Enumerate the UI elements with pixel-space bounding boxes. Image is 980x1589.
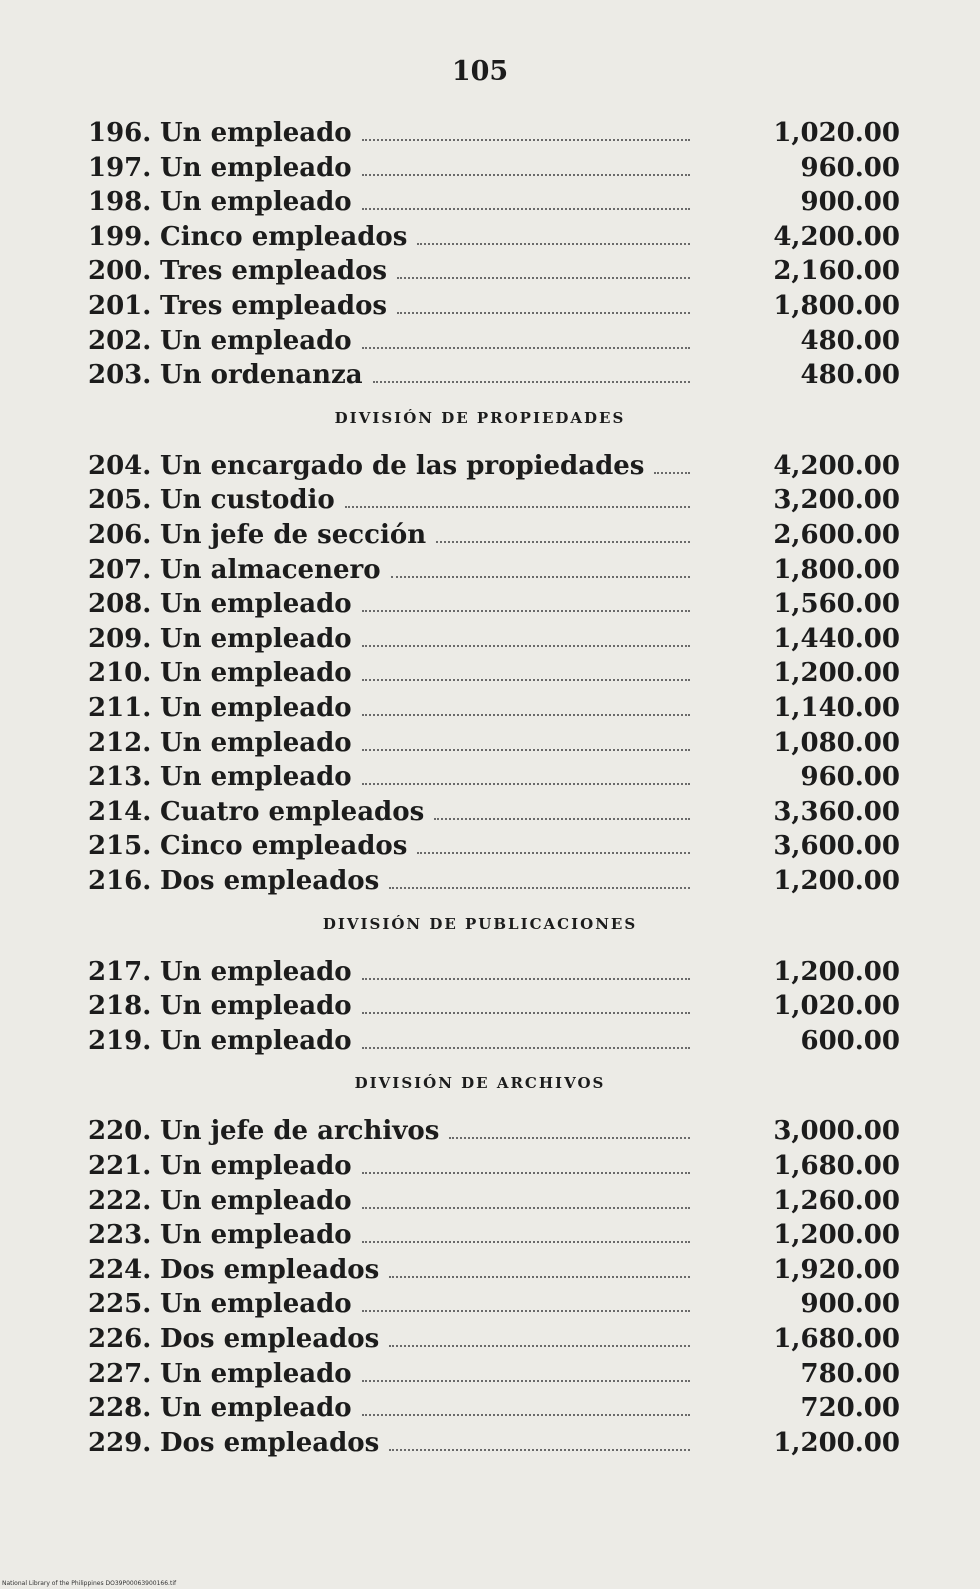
list-item <box>88 518 900 552</box>
item-number: 196. <box>88 118 152 148</box>
item-amount: 2,600.00 <box>773 520 900 550</box>
item-number: 216. <box>88 866 152 896</box>
item-description: Un empleado <box>160 727 352 758</box>
section-heading: DIVISIÓN DE ARCHIVOS <box>354 1074 606 1093</box>
item-description: Un empleado <box>160 1358 352 1389</box>
item-number: 206. <box>88 520 152 550</box>
item-amount: 1,020.00 <box>773 118 900 148</box>
item-number: 207. <box>88 554 152 585</box>
list-item <box>88 116 900 150</box>
dot-leader <box>362 749 690 751</box>
item-description: Un empleado <box>160 991 352 1022</box>
list-item <box>88 289 900 323</box>
item-description: Un empleado <box>160 693 352 723</box>
item-amount: 3,600.00 <box>773 831 900 862</box>
item-description: Un empleado <box>160 623 352 654</box>
item-number: 213. <box>88 762 152 793</box>
dot-leader <box>449 1137 690 1139</box>
page-number: 105 <box>451 56 509 87</box>
section-heading: DIVISIÓN DE PROPIEDADES <box>334 408 626 427</box>
item-amount: 600.00 <box>800 1025 900 1056</box>
list-item <box>88 955 900 989</box>
dot-leader <box>362 1172 690 1174</box>
item-amount: 1,200.00 <box>773 956 900 987</box>
item-number: 201. <box>88 291 152 321</box>
item-description: Cinco empleados <box>160 831 408 862</box>
dot-leader <box>436 541 690 543</box>
item-amount: 3,200.00 <box>773 485 900 516</box>
item-description: Dos empleados <box>160 1324 380 1354</box>
item-number: 198. <box>88 187 152 218</box>
list-item <box>88 989 900 1023</box>
dot-leader <box>362 1241 690 1243</box>
item-number: 225. <box>88 1289 152 1320</box>
item-description: Un almacenero <box>160 554 381 585</box>
item-amount: 960.00 <box>800 762 900 793</box>
item-amount: 1,020.00 <box>773 991 900 1022</box>
item-amount: 1,680.00 <box>773 1151 900 1181</box>
list-item <box>88 656 900 690</box>
item-amount: 900.00 <box>800 1289 900 1320</box>
item-number: 202. <box>88 325 152 356</box>
item-number: 200. <box>88 256 152 287</box>
item-description: Un empleado <box>160 658 352 689</box>
item-description: Tres empleados <box>160 291 388 321</box>
list-item <box>88 1357 900 1391</box>
item-number: 222. <box>88 1185 152 1216</box>
dot-leader <box>389 1449 690 1451</box>
item-description: Un empleado <box>160 1220 352 1251</box>
item-amount: 1,800.00 <box>773 554 900 585</box>
scan-footer: National Library of the Philippines DO39P00063900166.tif <box>2 1580 177 1587</box>
item-amount: 1,200.00 <box>773 1427 900 1458</box>
dot-leader <box>362 208 690 210</box>
list-item <box>88 1149 900 1183</box>
item-amount: 480.00 <box>800 360 900 391</box>
list-item <box>88 553 900 587</box>
item-number: 211. <box>88 693 152 723</box>
item-description: Cuatro empleados <box>160 796 425 827</box>
item-description: Un empleado <box>160 1185 352 1216</box>
item-amount: 3,000.00 <box>773 1116 900 1147</box>
item-description: Un jefe de sección <box>160 520 427 550</box>
item-number: 209. <box>88 623 152 654</box>
item-description: Un ordenanza <box>160 360 363 391</box>
dot-leader <box>362 679 690 681</box>
item-description: Dos empleados <box>160 866 380 896</box>
item-description: Un empleado <box>160 762 352 793</box>
dot-leader <box>397 277 690 279</box>
item-description: Un jefe de archivos <box>160 1116 440 1147</box>
dot-leader <box>362 1207 690 1209</box>
list-item <box>88 151 900 185</box>
item-description: Un empleado <box>160 1025 352 1056</box>
list-item <box>88 1391 900 1425</box>
list-item <box>88 483 900 517</box>
list-item <box>88 185 900 219</box>
item-description: Un empleado <box>160 118 352 148</box>
item-description: Dos empleados <box>160 1254 380 1285</box>
item-description: Un empleado <box>160 589 352 620</box>
dot-leader <box>362 139 690 141</box>
list-item <box>88 220 900 254</box>
dot-leader <box>362 1047 690 1049</box>
dot-leader <box>362 783 690 785</box>
item-amount: 480.00 <box>800 325 900 356</box>
dot-leader <box>362 1414 690 1416</box>
list-item <box>88 829 900 863</box>
list-item <box>88 760 900 794</box>
item-number: 218. <box>88 991 152 1022</box>
list-item <box>88 254 900 288</box>
item-number: 215. <box>88 831 152 862</box>
dot-leader <box>362 645 690 647</box>
item-number: 220. <box>88 1116 152 1147</box>
item-amount: 780.00 <box>800 1358 900 1389</box>
list-item <box>88 1184 900 1218</box>
item-amount: 1,680.00 <box>773 1324 900 1354</box>
dot-leader <box>362 978 690 980</box>
dot-leader <box>389 1345 690 1347</box>
dot-leader <box>362 347 690 349</box>
item-number: 204. <box>88 450 152 481</box>
item-amount: 720.00 <box>800 1393 900 1424</box>
item-description: Un empleado <box>160 325 352 356</box>
item-description: Dos empleados <box>160 1427 380 1458</box>
list-item <box>88 1024 900 1058</box>
list-item <box>88 449 900 483</box>
item-description: Un empleado <box>160 152 352 183</box>
item-amount: 900.00 <box>800 187 900 218</box>
item-amount: 1,080.00 <box>773 727 900 758</box>
dot-leader <box>389 1276 690 1278</box>
item-number: 217. <box>88 956 152 987</box>
item-description: Tres empleados <box>160 256 388 287</box>
item-description: Un empleado <box>160 956 352 987</box>
item-description: Un empleado <box>160 1151 352 1181</box>
item-description: Un empleado <box>160 1289 352 1320</box>
item-number: 212. <box>88 727 152 758</box>
dot-leader <box>362 610 690 612</box>
item-number: 208. <box>88 589 152 620</box>
item-number: 221. <box>88 1151 152 1181</box>
list-item <box>88 795 900 829</box>
item-amount: 1,920.00 <box>773 1254 900 1285</box>
item-description: Un custodio <box>160 485 335 516</box>
list-item <box>88 864 900 898</box>
list-item <box>88 1426 900 1460</box>
list-item <box>88 622 900 656</box>
item-description: Un encargado de las propiedades <box>160 450 645 481</box>
item-description: Un empleado <box>160 187 352 218</box>
dot-leader <box>397 312 690 314</box>
dot-leader <box>362 174 690 176</box>
list-item <box>88 1253 900 1287</box>
item-amount: 3,360.00 <box>773 796 900 827</box>
item-number: 223. <box>88 1220 152 1251</box>
list-item <box>88 1114 900 1148</box>
dot-leader <box>654 472 690 474</box>
list-item <box>88 358 900 392</box>
dot-leader <box>434 818 690 820</box>
item-amount: 4,200.00 <box>773 450 900 481</box>
item-number: 199. <box>88 221 152 252</box>
item-amount: 1,560.00 <box>773 589 900 620</box>
item-amount: 1,800.00 <box>773 291 900 321</box>
item-number: 229. <box>88 1427 152 1458</box>
dot-leader <box>362 1012 690 1014</box>
list-item <box>88 1287 900 1321</box>
item-amount: 1,140.00 <box>773 693 900 723</box>
item-number: 205. <box>88 485 152 516</box>
dot-leader <box>417 852 690 854</box>
dot-leader <box>362 1310 690 1312</box>
dot-leader <box>362 1380 690 1382</box>
item-amount: 1,200.00 <box>773 866 900 896</box>
dot-leader <box>389 887 690 889</box>
item-number: 210. <box>88 658 152 689</box>
item-amount: 2,160.00 <box>773 256 900 287</box>
item-amount: 4,200.00 <box>773 221 900 252</box>
item-description: Cinco empleados <box>160 221 408 252</box>
item-description: Un empleado <box>160 1393 352 1424</box>
dot-leader <box>362 714 690 716</box>
dot-leader <box>373 381 690 383</box>
dot-leader <box>417 243 690 245</box>
item-number: 197. <box>88 152 152 183</box>
item-number: 226. <box>88 1324 152 1354</box>
item-amount: 1,260.00 <box>773 1185 900 1216</box>
dot-leader <box>391 576 690 578</box>
item-number: 227. <box>88 1358 152 1389</box>
list-item <box>88 726 900 760</box>
item-number: 224. <box>88 1254 152 1285</box>
list-item <box>88 691 900 725</box>
item-amount: 1,200.00 <box>773 658 900 689</box>
item-number: 228. <box>88 1393 152 1424</box>
list-item <box>88 1218 900 1252</box>
list-item <box>88 587 900 621</box>
item-number: 219. <box>88 1025 152 1056</box>
section-heading: DIVISIÓN DE PUBLICACIONES <box>322 914 638 933</box>
item-amount: 1,440.00 <box>773 623 900 654</box>
item-amount: 960.00 <box>800 152 900 183</box>
item-amount: 1,200.00 <box>773 1220 900 1251</box>
list-item <box>88 1322 900 1356</box>
item-number: 214. <box>88 796 152 827</box>
dot-leader <box>345 506 690 508</box>
list-item <box>88 324 900 358</box>
item-number: 203. <box>88 360 152 391</box>
